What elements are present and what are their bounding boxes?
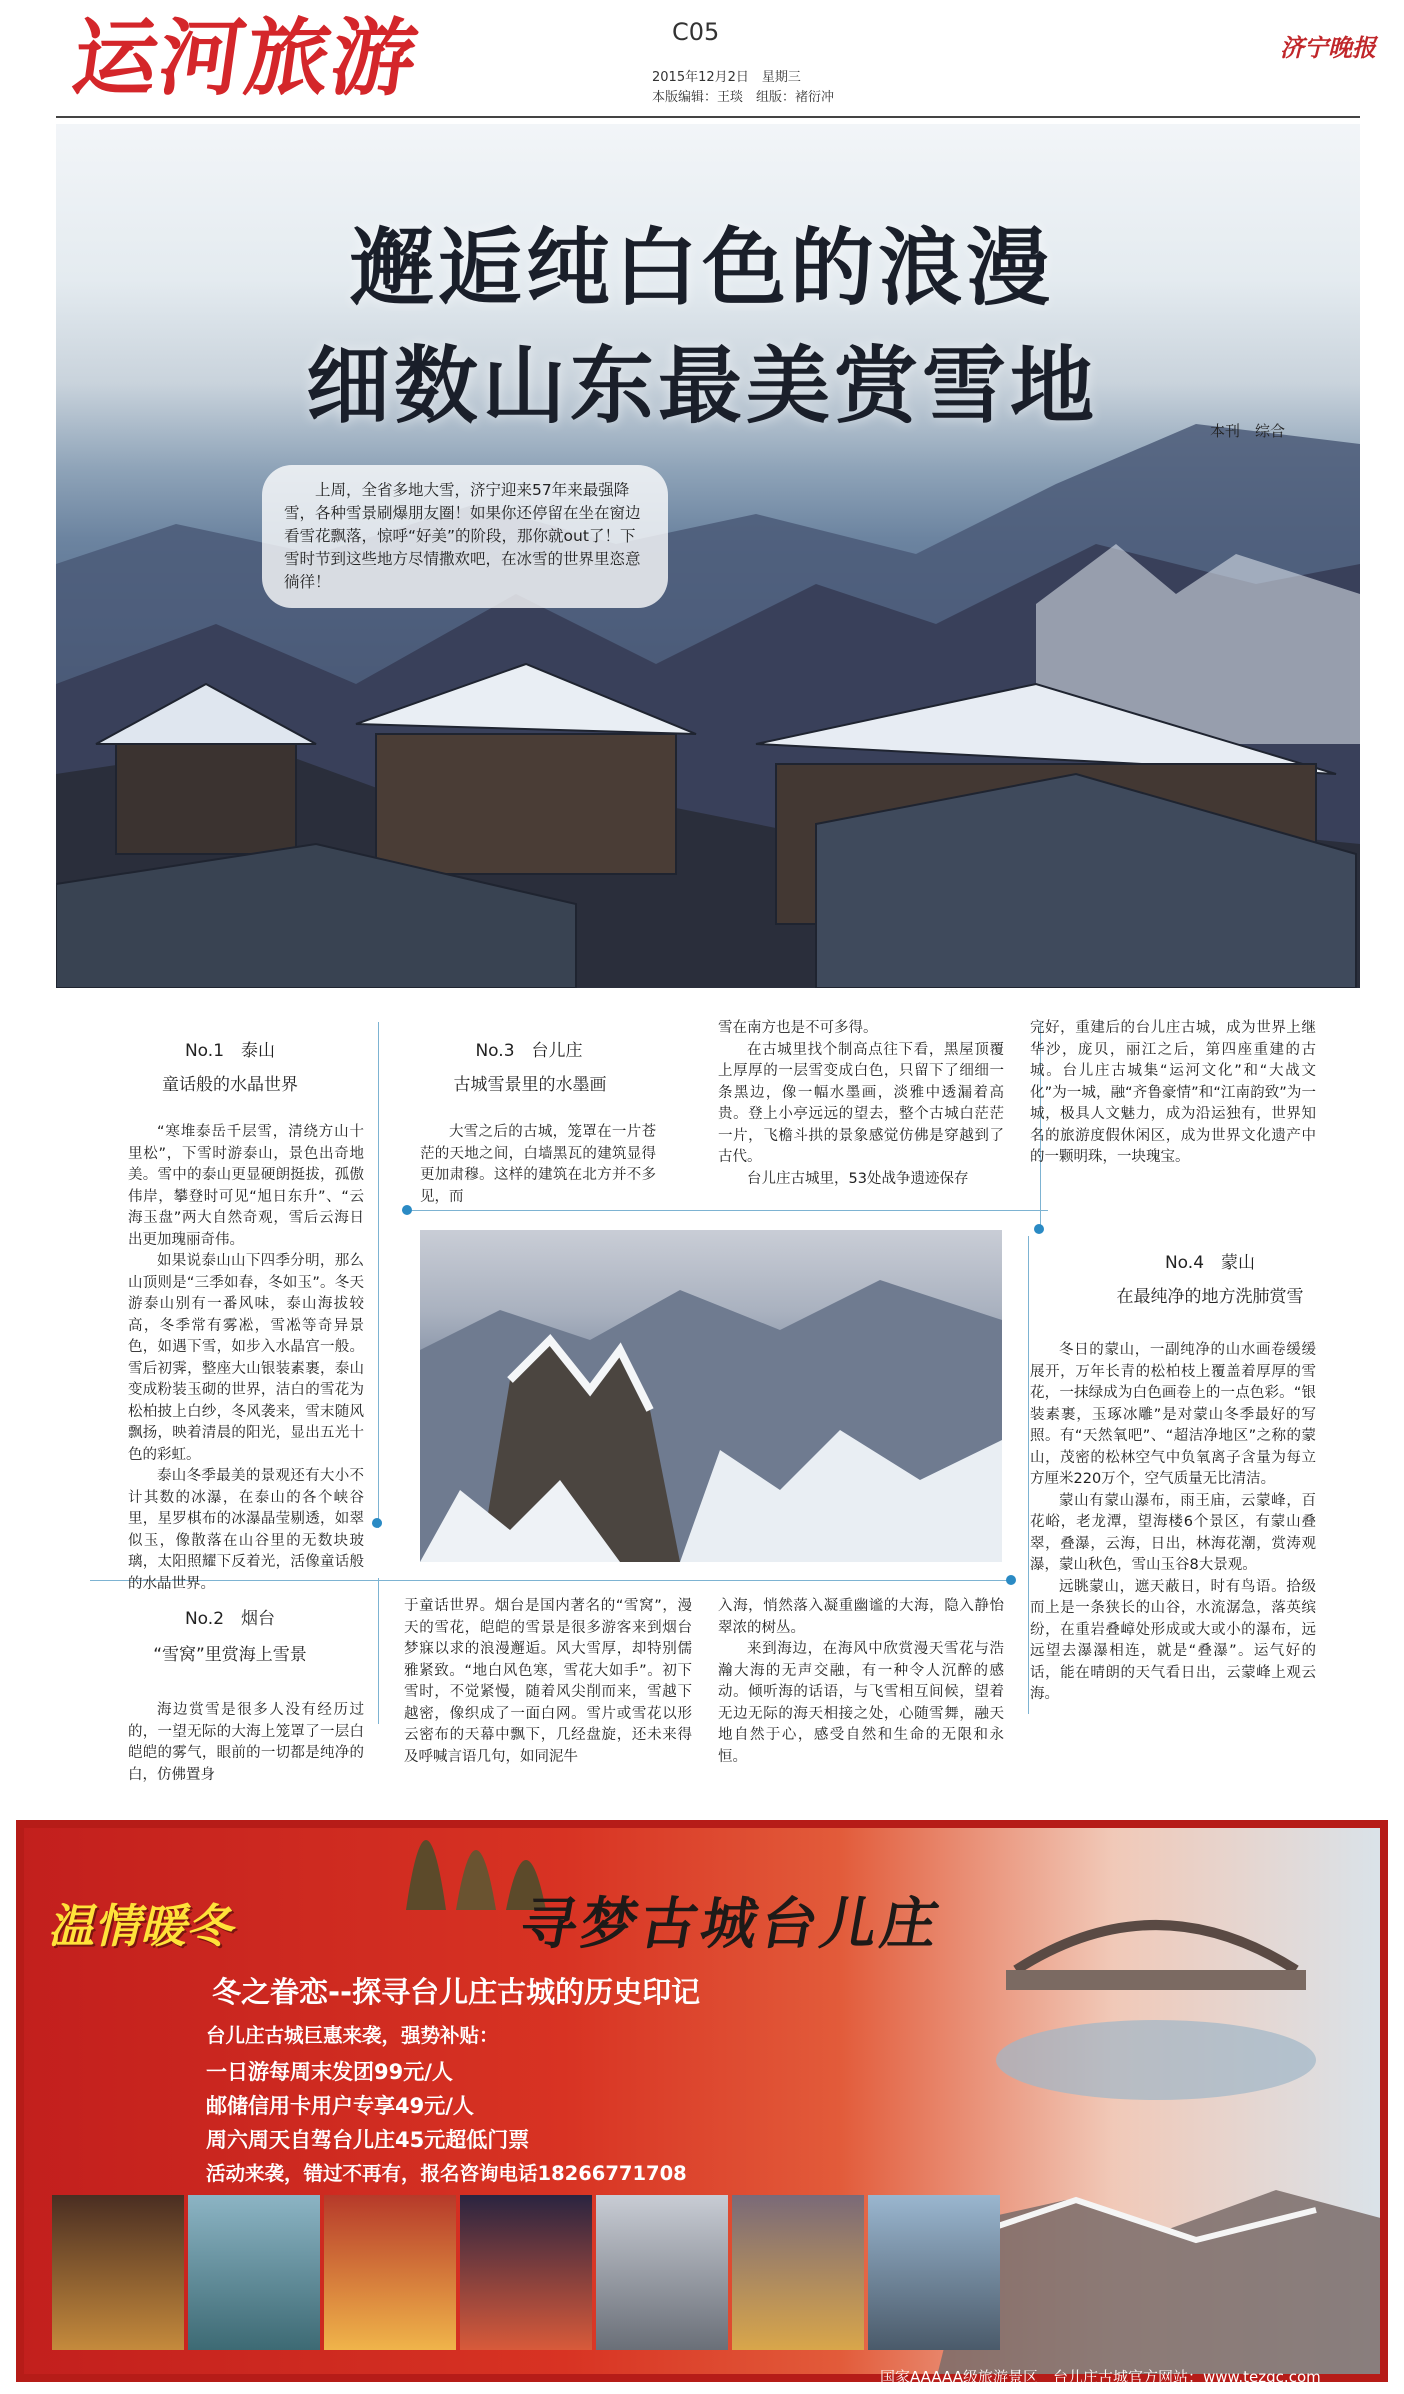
divider-dot [372,1518,382,1528]
section-2-paragraph: 海边赏雪是很多人没有经历过的，一望无际的大海上笼罩了一层白皑皑的雾气，眼前的一切都是纯净的白，仿佛置身 [128,1702,364,1783]
ad-line: 邮储信用卡用户专享49元/人 [206,2094,474,2118]
snowy-peaks-photo [420,1230,1002,1562]
section-3-body-col1 [420,1122,656,1208]
ad-title-left: 温情暖冬 [48,1899,232,1953]
masthead-rule [56,116,1360,118]
section-2-body-col1 [128,1700,364,1786]
newspaper-brand: 济宁晚报 [1280,33,1376,62]
section-2-body-col3 [718,1596,1004,1768]
section-4-body [1030,1340,1316,1706]
section-3-body-col2 [718,1018,1004,1190]
snowy-peaks-illustration [420,1230,1002,1562]
section-2-paragraph: 来到海边，在海风中欣赏漫天雪花与浩瀚大海的无声交融，有一种令人沉醉的感动。倾听海的话语，与飞雪相互间候，望着无边无际的海天相接之处，心随雪舞，融天地自然于心，感受自然和生命的无限和永恒。 [718,1641,1004,1765]
ad-line: 周六周天自驾台儿庄45元超低门票 [206,2128,530,2152]
section-4-number: No.4 蒙山 [1164,1253,1256,1273]
ad-line: 一日游每周末发团99元/人 [206,2060,453,2084]
section-4-subtitle: 在最纯净的地方洗肺赏雪 [1116,1287,1304,1307]
byline: 本刊 综合 [1210,422,1286,440]
section-3-paragraph: 完好，重建后的台儿庄古城，成为世界上继华沙，庞贝，丽江之后，第四座重建的古城。台儿庄古城集“运河文化”和“大战文化”为一城，融“齐鲁豪情”和“江南韵致”为一城，极具人文魅力，成为沿运独有，世界知名的旅游度假休闲区，成为世界文化遗产中的一颗明珠，一块瑰宝。 [1030,1020,1316,1165]
section-title: 运河旅游 [67,8,426,107]
ad-title-right: 寻梦古城台儿庄 [515,1891,948,1957]
column-divider [1028,1236,1029,1714]
headline-line-2: 细数山东最美赏雪地 [305,337,1098,435]
divider-dot [402,1205,412,1215]
section-3-number: No.3 台儿庄 [475,1041,583,1061]
ad-frame [16,1820,1388,2382]
section-1-paragraph: 泰山冬季最美的景观还有大小不计其数的冰瀑，在泰山的各个峡谷里，星罗棋布的冰瀑晶莹剔透，如翠似玉，像散落在山谷里的无数块玻璃，太阳照耀下反着光，活像童话般的水晶世界。 [128,1468,364,1592]
ad-subtitle: 冬之眷恋--探寻台儿庄古城的历史印记 [212,1975,701,2009]
ad-line: 台儿庄古城巨惠来袭，强势补贴： [206,2024,499,2047]
divider-dot [1034,1224,1044,1234]
ad-phone-line[interactable]: 活动来袭，错过不再有，报名咨询电话18266771708 [206,2162,687,2185]
section-1-subtitle: 童话般的水晶世界 [162,1075,298,1095]
row-divider [402,1210,1048,1211]
column-divider [378,1022,379,1528]
section-1-body [128,1122,364,1595]
lead-paragraph: 上周，全省多地大雪，济宁迎来57年来最强降雪，各种雪景刷爆朋友圈！如果你还停留在坐在窗边看雪花飘落，惊呼“好美”的阶段，那你就out了！下雪时节到这些地方尽情撒欢吧，在冰雪的世界里恣意徜徉！ [262,465,668,608]
section-4-paragraph: 蒙山有蒙山瀑布，雨王庙，云蒙峰，百花峪，老龙潭，望海楼6个景区，有蒙山叠翠，叠瀑，云海，日出，林海花潮，赏涛观瀑，蒙山秋色，雪山玉谷8大景观。 [1030,1492,1316,1573]
section-3-paragraph: 台儿庄古城里，53处战争遗迹保存 [747,1170,969,1187]
section-4-paragraph: 冬日的蒙山，一副纯净的山水画卷缓缓展开，万年长青的松柏枝上覆盖着厚厚的雪花，一抹绿成为白色画卷上的一点色彩。“银装素裹，玉琢冰雕”是对蒙山冬季最好的写照。有“天然氧吧”、“超洁净地区”之称的蒙山，茂密的松林空气中负氧离子含量为每立方厘米220万个，空气质量无比清洁。 [1030,1342,1316,1487]
section-3-paragraph: 雪在南方也是不可多得。 [718,1020,878,1036]
section-2-paragraph: 于童话世界。烟台是国内著名的“雪窝”，漫天的雪花，皑皑的雪景是很多游客来到烟台梦寐以求的浪漫邂逅。风大雪厚，却特别儒雅紧致。“地白风色寒，雪花大如手”。初下雪时，不觉紧慢，随着风尖削而来，雪越下越密，像织成了一面白网。雪片或雪花以形云密布的天幕中飘下，几经盘旋，还未来得及呼喊言语几句，如同泥牛 [404,1598,692,1765]
section-3-subtitle: 古城雪景里的水墨画 [453,1075,607,1095]
date-line: 2015年12月2日 星期三 [652,70,801,85]
section-4-paragraph: 远眺蒙山，遮天蔽日，时有鸟语。拾级而上是一条狭长的山谷，水流潺急，落英缤纷，在重岩叠嶂处形成或大或小的瀑布，远远望去瀑瀑相连，就是“叠瀑”。运气好的话，能在晴朗的天气看日出，云蒙峰上观云海。 [1030,1578,1316,1702]
section-1-number: No.1 泰山 [184,1041,276,1061]
section-2-body-col2 [404,1596,692,1768]
column-divider [378,1578,379,1724]
section-1-paragraph: “寒堆泰岳千层雪，清绕方山十里松”，下雪时游泰山，景色出奇地美。雪中的泰山更显硬朗挺拔，孤傲伟岸，攀登时可见“旭日东升”、“云海玉盘”两大自然奇观，雪后云海日出更加瑰丽奇伟。 [128,1124,364,1248]
divider-dot [1006,1575,1016,1585]
editors-line: 本版编辑：王琰 组版：褚衍冲 [652,90,835,105]
section-3-paragraph: 在古城里找个制高点往下看，黑屋顶覆上厚厚的一层雪变成白色，只留下了细细一条黑边，像一幅水墨画，淡雅中透漏着高贵。登上小亭远远的望去，整个古城白茫茫一片，飞檐斗拱的景象感觉仿佛是穿越到了古代。 [718,1041,1004,1165]
section-2-paragraph: 入海，悄然落入凝重幽谧的大海，隐入静怡翠浓的树丛。 [718,1598,1004,1636]
section-1-paragraph: 如果说泰山山下四季分明，那么山顶则是“三季如春，冬如玉”。冬天游泰山别有一番风味，泰山海拔较高，冬季常有雾凇，雪凇等奇异景色，如遇下雪，如步入水晶宫一般。雪后初霁，整座大山银装素裹，泰山变成粉装玉砌的世界，洁白的雪花为松柏披上白纱，冬风袭来，雪末随风飘扬，映着清晨的阳光，显出五光十色的彩虹。 [128,1253,364,1463]
section-2-subtitle: “雪窝”里赏海上雪景 [153,1645,307,1665]
headline-line-1: 邂逅纯白色的浪漫 [349,219,1054,317]
section-2-number: No.2 烟台 [184,1609,276,1629]
advertisement[interactable] [16,1820,1388,2382]
ad-footer-website[interactable]: 国家AAAAA级旅游景区 台儿庄古城官方网站：www.tezgc.com [880,2368,1321,2386]
section-3-body-col3 [1030,1018,1316,1169]
page-number: C05 [672,18,720,46]
section-3-paragraph: 大雪之后的古城，笼罩在一片苍茫的天地之间，白墙黑瓦的建筑显得更加肃穆。这样的建筑在北方并不多见，而 [420,1124,656,1205]
